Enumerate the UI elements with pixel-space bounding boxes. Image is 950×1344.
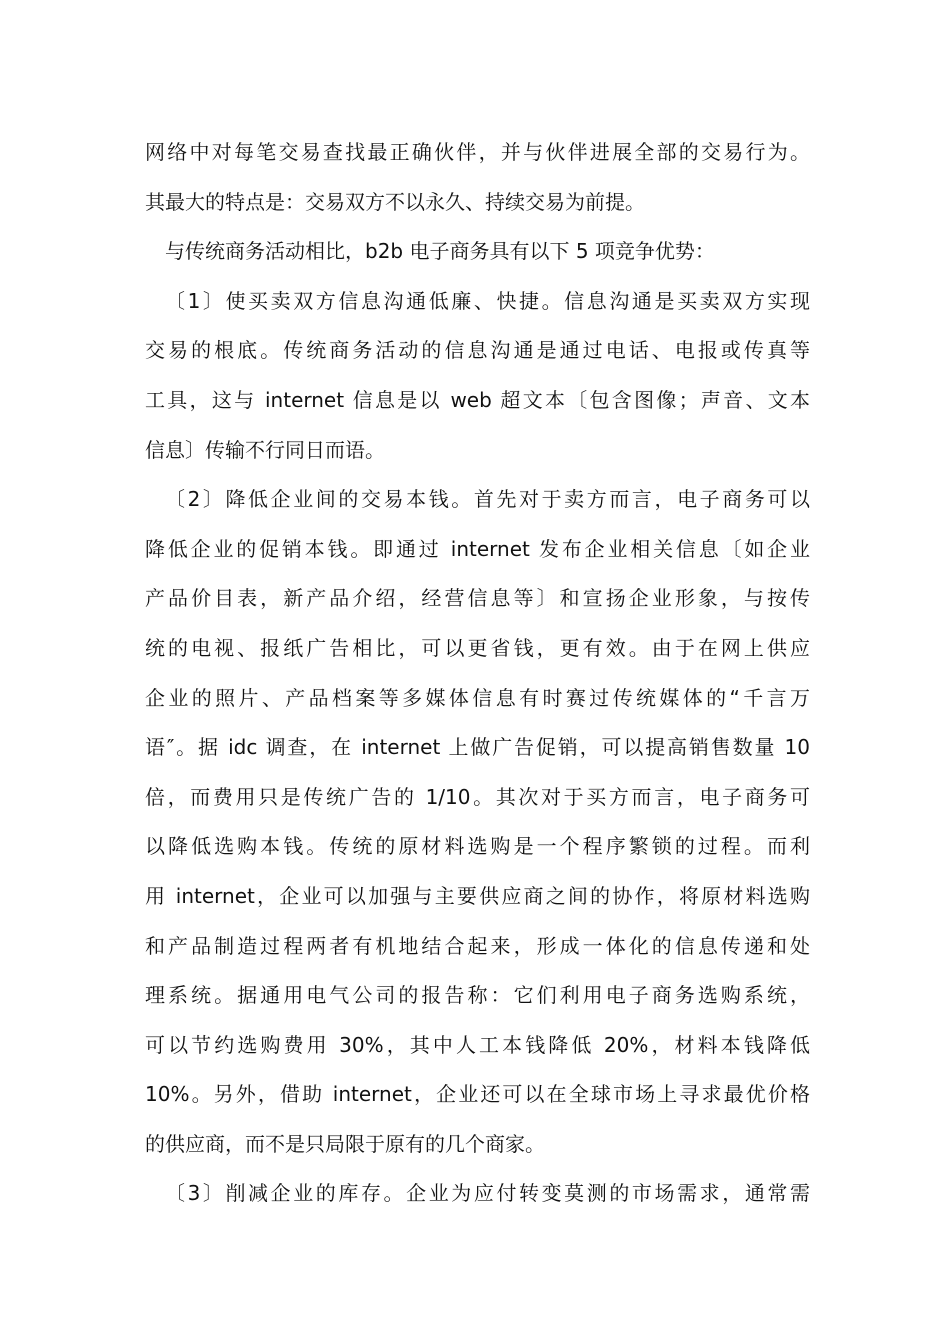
text-line: 以降低选购本钱。传统的原材料选购是一个程序繁锁的过程。而利 [145, 834, 810, 859]
text-line: 其最大的特点是：交易双方不以永久、持续交易为前提。 [145, 189, 645, 214]
text-line: 10%。另外，借助 internet，企业还可以在全球市场上寻求最优价格 [145, 1082, 810, 1107]
text-line: 〔2〕降低企业间的交易本钱。首先对于卖方而言，电子商务可以 [165, 487, 810, 512]
text-line: 用 internet，企业可以加强与主要供应商之间的协作，将原材料选购 [145, 883, 810, 908]
text-line: 降低企业的促销本钱。即通过 internet 发布企业相关信息〔如企业 [145, 536, 810, 561]
text-line: 语″。据 idc 调查，在 internet 上做广告促销，可以提高销售数量 10 [145, 735, 810, 760]
text-line: 倍，而费用只是传统广告的 1/10。其次对于买方而言，电子商务可 [145, 784, 810, 809]
text-line: 与传统商务活动相比，b2b 电子商务具有以下 5 项竞争优势： [165, 239, 715, 264]
text-line: 和产品制造过程两者有机地结合起来，形成一体化的信息传递和处 [145, 933, 810, 958]
text-line: 〔1〕使买卖双方信息沟通低廉、快捷。信息沟通是买卖双方实现 [165, 288, 810, 313]
text-line: 信息〕传输不行同日而语。 [145, 437, 385, 462]
text-line: 交易的根底。传统商务活动的信息沟通是通过电话、电报或传真等 [145, 338, 810, 363]
text-line: 的供应商，而不是只局限于原有的几个商家。 [145, 1131, 545, 1156]
text-line: 可以节约选购费用 30%，其中人工本钱降低 20%，材料本钱降低 [145, 1032, 810, 1057]
text-line: 产品价目表，新产品介绍，经营信息等〕和宣扬企业形象，与按传 [145, 586, 810, 611]
text-line: 网络中对每笔交易查找最正确伙伴，并与伙伴进展全部的交易行为。 [145, 140, 810, 164]
text-line: 理系统。据通用电气公司的报告称：它们利用电子商务选购系统， [145, 983, 810, 1008]
text-line: 工具，这与 internet 信息是以 web 超文本〔包含图像；声音、文本 [145, 387, 810, 412]
body-text [145, 128, 810, 1219]
text-line: 〔3〕削减企业的库存。企业为应付转变莫测的市场需求，通常需 [165, 1181, 810, 1206]
text-line: 企业的照片、产品档案等多媒体信息有时赛过传统媒体的“千言万 [145, 685, 810, 710]
text-line: 统的电视、报纸广告相比，可以更省钱，更有效。由于在网上供应 [145, 635, 810, 660]
